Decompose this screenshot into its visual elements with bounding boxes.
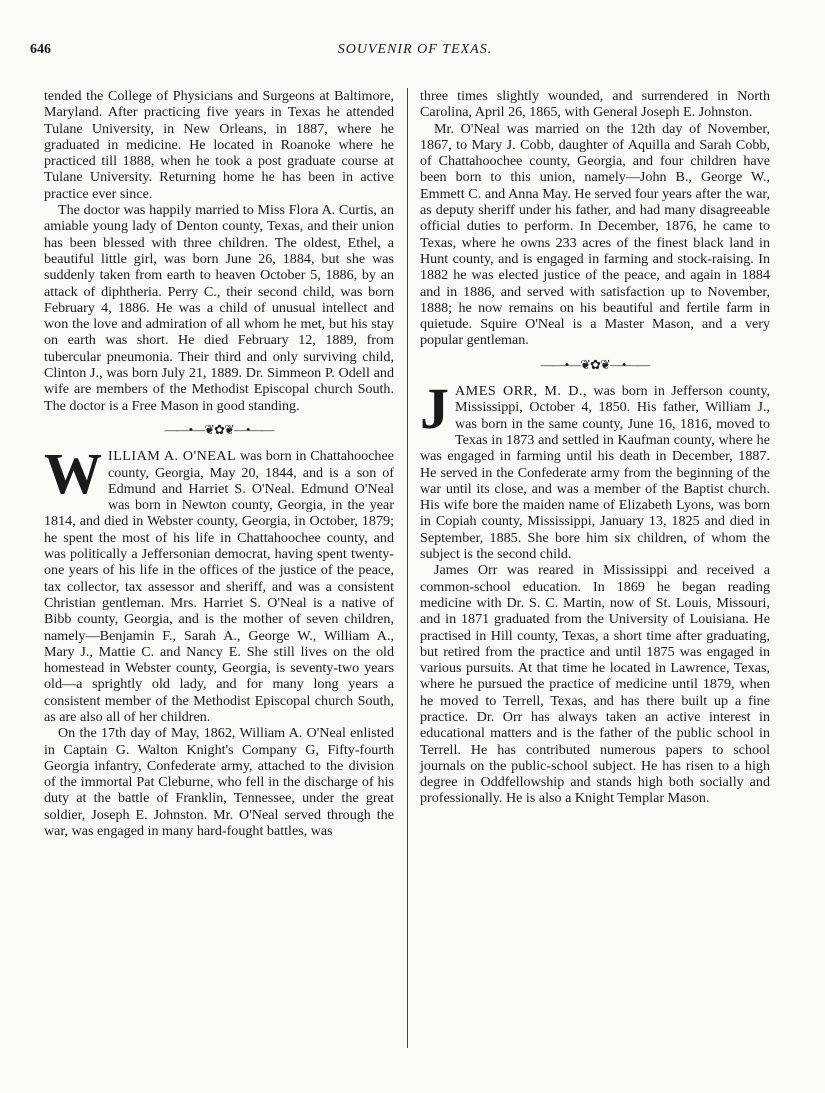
orr-intro-paragraph	[420, 376, 770, 563]
oneal-military-paragraph: On the 17th day of May, 1862, William A. O'Neal enlisted in Captain G. Walton Knight's Company G, Fifty-fourth Georgia infantry, Confederate army, attached to the division of the immortal Pat Cleburne, who fell in the discharge of his duty at the battle of Franklin, Tennessee, under the great soldier, Joseph E. Johnston. Mr. O'Neal served through the war, was engaged in many hard-fought battles, was	[44, 725, 394, 840]
oneal-paragraph-continued: three times slightly wounded, and surrendered in North Carolina, April 26, 1865, with General Joseph E. Johnston.	[420, 88, 770, 121]
orr-name: AMES ORR, M. D.,	[455, 383, 588, 400]
running-head: SOUVENIR OF TEXAS.	[337, 42, 493, 57]
dropcap-w: W	[44, 441, 102, 507]
section-divider-ornament: ——•—❦✿❦—•——	[164, 421, 274, 437]
orr-biography	[420, 376, 770, 807]
orr-intro-text: was born in Jefferson county, Mississippi, October 4, 1850. His father, William J., was born in the same county, June 16, 1816, moved to Texas in 1873 and settled in Kaufman county, where he was engaged in farming until his death in December, 1887. He served in the Confederate army from the beginning of the war until its close, and was a member of the Baptist church. His wife bore the maiden name of Elizabeth Lyons, was born in Copiah county, Mississippi, January 13, 1825 and died in September, 1885. She bore him six children, of whom the subject is the second child.	[420, 383, 770, 563]
odell-family-paragraph: The doctor was happily married to Miss Flora A. Curtis, an amiable young lady of Denton county, Texas, and their union has been blessed with three children. The oldest, Ethel, a beautiful little girl, was born June 26, 1884, but she was suddenly taken from earth to heaven October 5, 1886, by an attack of diphtheria. Perry C., their second child, was born February 4, 1886. He was a child of unusual intellect and won the love and admiration of all whom he met, but his stay on earth was short. He died February 12, 1889, from tubercular pneumonia. Their third and only surviving child, Clinton J., was born July 21, 1889. Dr. Simmeon P. Odell and wife are members of the Methodist Episcopal church South. The doctor is a Free Mason in good standing.	[44, 202, 394, 414]
oneal-intro-text: was born in Chattahoochee county, Georgia, May 20, 1844, and is a son of Edmund and Harriet S. O'Neal. Edmund O'Neal was born in Newton county, Georgia, in the year 1814, and died in Webster county, Georgia, in October, 1879; he spent the most of his life in Chattahoochee county, and was politically a Jeffersonian democrat, having spent twenty-one years of his life in the offices of the justice of the peace, tax collector, tax assessor and sheriff, and was a consistent Christian gentleman. Mrs. Harriet S. O'Neal is a native of Bibb county, Georgia, and is the mother of seven children, namely—Benjamin F., Sarah A., George W., William A., Mary J., Mattie C. and Nancy E. She still lives on the old homestead in Webster county, Georgia, is seventy-two years old—a sprightly old lady, and for many long years a consistent member of the Methodist Episcopal church South, as are also all of her children.	[44, 448, 394, 725]
page-number: 646	[30, 42, 51, 57]
orr-career-paragraph: James Orr was reared in Mississippi and received a common-school education. In 1869 he began reading medicine with Dr. S. C. Martin, now of St. Louis, Missouri, and in 1871 graduated from the University of Louisiana. He practised in Hill county, Texas, a short time after graduating, but retired from the practice and until 1875 was engaged in various pursuits. At that time he located in Lawrence, Texas, where he pursued the practice of medicine until 1879, when he moved to Terrell, Texas, and has there built up a fine practice. Dr. Orr has always taken an active interest in educational matters and is the father of the public school in Terrell. He has contributed numerous papers to school journals on the public-school subject. He has risen to a high degree in Oddfellowship and stands high both socially and professionally. He is also a Knight Templar Mason.	[420, 562, 770, 807]
oneal-biography	[44, 441, 394, 840]
oneal-marriage-paragraph: Mr. O'Neal was married on the 12th day of November, 1867, to Mary J. Cobb, daughter of Aquilla and Sarah Cobb, of Chattahoochee county, Georgia, and four children have been born to this union, namely—John B., George W., Emmett C. and Anna May. He served four years after the war, as deputy sheriff under his father, and had many disagreeable official duties to perform. In December, 1876, he came to Texas, where he owns 233 acres of the finest black land in Hunt county, and is engaged in farming and stock-raising. In 1882 he was elected justice of the peace, and again in 1884 and in 1886, and served with satisfaction up to November, 1888; he now remains on his beautiful and fertile farm in quietude. Squire O'Neal is a Master Mason, and a very popular gentleman.	[420, 120, 770, 349]
oneal-intro-paragraph	[44, 441, 394, 725]
left-column	[44, 88, 394, 839]
column-rule	[407, 88, 408, 1048]
section-divider-ornament: ——•—❦✿❦—•——	[540, 356, 650, 372]
dropcap-j: J	[420, 376, 449, 442]
page-header	[30, 42, 800, 62]
right-column	[420, 88, 770, 807]
odell-paragraph-continued: tended the College of Physicians and Surgeons at Baltimore, Maryland. After practicing five years in Texas he attended Tulane University, in New Orleans, in 1887, where he graduated in medicine. He located in Roanoke where he practiced till 1888, when he took a post graduate course at Tulane University. Returning home he has been in active practice ever since.	[44, 88, 394, 202]
oneal-name: ILLIAM A. O'NEAL	[108, 448, 237, 465]
